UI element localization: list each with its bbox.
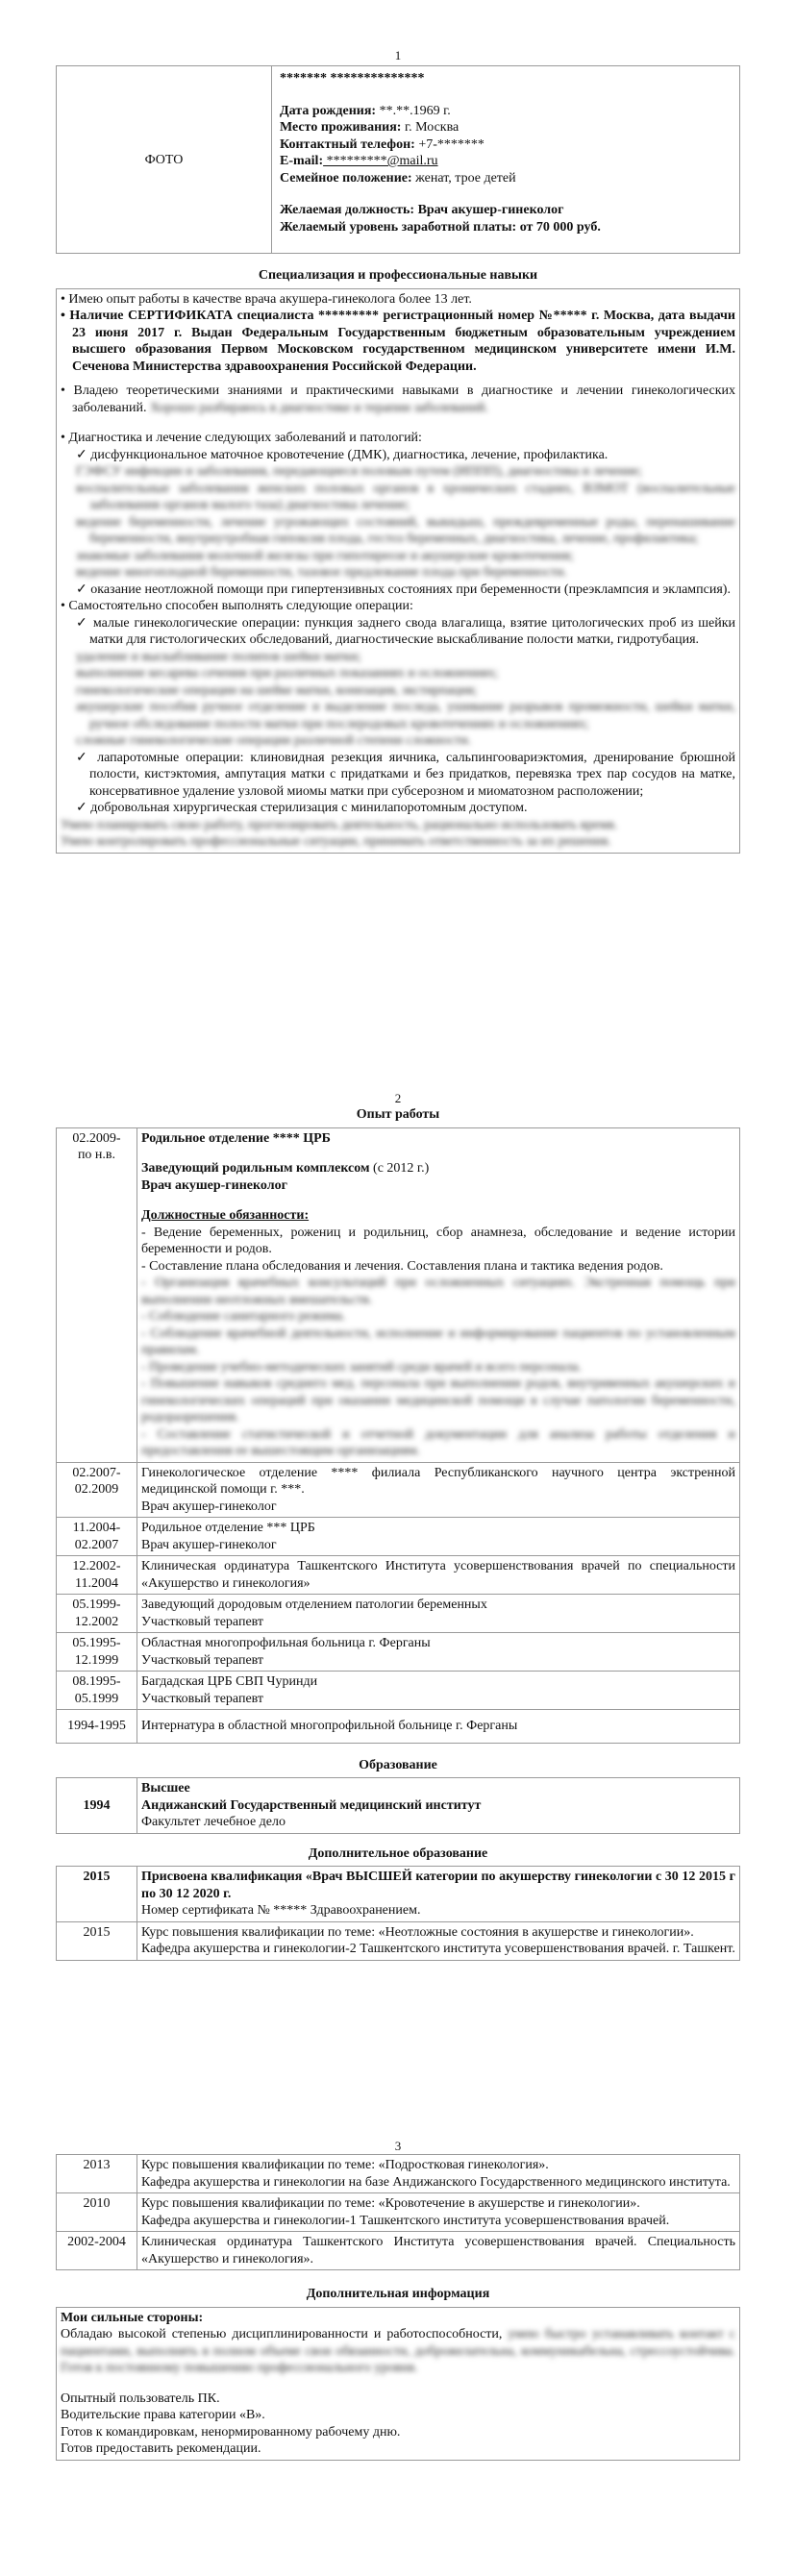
blurred-item: - Соблюдение врачебной деятельности, исполнение и информирование пациентов по установленным правилам. bbox=[141, 1325, 735, 1358]
course-details: Курс повышения квалификации по теме: «Неотложные состояния в акушерстве и гинекологии». Кафедра акушерства и гинекологии-2 Ташкентского института усовершенствования врачей. г. Ташкент. bbox=[137, 1921, 740, 1960]
blurred-item: акушерские пособия ручное отделение и выделение последа, ушивание разрывов промежности, шейки матки, ручное обследование полости матки при послеродовых кровотечениях и осложнениях; bbox=[76, 700, 735, 731]
blurred-item: Умею контролировать профессиональные ситуации, принимать ответственность за их решения. bbox=[61, 834, 611, 850]
section-title-additional-education: Дополнительное образование bbox=[308, 1845, 488, 1861]
check-item: ✓ оказание неотложной помощи при гипертензивных состояниях при беременности (преэклампсия и эклампсия). bbox=[76, 582, 731, 597]
course-year: 2010 bbox=[57, 2193, 137, 2232]
section-title-experience: Опыт работы bbox=[356, 1107, 440, 1123]
job-period: 11.2004- 02.2007 bbox=[57, 1518, 137, 1556]
course-details: Курс повышения квалификации по теме: «Кровотечение в акушерстве и гинекологии». Кафедра акушерства и гинекологии-1 Ташкентского института усовершенствования врачей. bbox=[137, 2193, 740, 2232]
blurred-item: ГЭФСУ инфекции и заболевания, передающиеся половым путем (ИППП), диагностика и лечение; bbox=[76, 464, 642, 480]
info-line: Готов предоставить рекомендации. bbox=[61, 2441, 261, 2457]
education-details: Высшее Андижанский Государственный медицинский институт Факультет лечебное дело bbox=[137, 1778, 740, 1834]
phone: Контактный телефон: +7-******* bbox=[280, 136, 484, 152]
info-line: Опытный пользователь ПК. bbox=[61, 2390, 220, 2406]
course-details: Клиническая ординатура Ташкентского Института усовершенствования врачей. Специальность «Акушерство и гинекология». bbox=[137, 2232, 740, 2270]
blurred-item: - Составление статистической и отчетной документации для анализа работы отделения и предоставления ее вышестоящим организациям. bbox=[141, 1426, 735, 1459]
info-line: Готов к командировкам, ненормированному рабочему дню. bbox=[61, 2424, 401, 2440]
blurred-item: - Проведение учебно-методических занятий среди врачей и всего персонала. bbox=[141, 1359, 582, 1375]
table-row bbox=[57, 1867, 740, 1922]
job-period: 02.2009- по н.в. bbox=[57, 1127, 137, 1462]
page-1 bbox=[56, 48, 740, 854]
course-details: Курс повышения квалификации по теме: «Подростковая гинекология». Кафедра акушерства и гинекологии на базе Андижанского Государственного медицинского института. bbox=[137, 2155, 740, 2193]
section-title-education: Образование bbox=[359, 1757, 437, 1772]
birth-date: Дата рождения: **.**.1969 г. bbox=[280, 103, 451, 118]
job-org: Родильное отделение **** ЦРБ bbox=[141, 1130, 331, 1146]
additional-education-table-cont bbox=[56, 2154, 740, 2270]
header-table bbox=[56, 65, 740, 254]
experience-table bbox=[56, 1127, 740, 1744]
skill-item: • Диагностика и лечение следующих заболеваний и патологий: bbox=[61, 431, 422, 446]
desired-salary: Желаемый уровень заработной платы: от 70 000 руб. bbox=[280, 219, 601, 235]
blurred-item: ведение беременности, лечение угрожающих состояний, выкидыш, преждевременные роды, перенашивание беременности, внутриутробная гипоксия плода, гестоз беременных, диагностика, лечение, профилактика; bbox=[76, 514, 735, 547]
job-period: 05.1999- 12.2002 bbox=[57, 1595, 137, 1633]
personal-info bbox=[272, 66, 740, 254]
table-row bbox=[57, 1710, 740, 1744]
page-number: 1 bbox=[394, 48, 402, 62]
section-title-skills: Специализация и профессиональные навыки bbox=[258, 268, 538, 284]
job-details: Заведующий дородовым отделением патологии беременных Участковый терапевт bbox=[137, 1595, 740, 1633]
job-details: Багдадская ЦРБ СВП Чуринди Участковый терапевт bbox=[137, 1672, 740, 1710]
table-row bbox=[57, 1672, 740, 1710]
skill-item: • Владею теоретическими знаниями и практическими навыками в диагностике и лечении гинекологических заболеваний. Хорошо разбираюсь в диагностике и терапии заболеваний. bbox=[61, 384, 736, 415]
page-number: 2 bbox=[394, 1091, 402, 1105]
check-item: ✓ лапаротомные операции: клиновидная резекция яичника, сальпингоовариэктомия, дренирование брюшной полости, кистэктомия, ампутация матки с придатками и без придатков, перевязка трех пар сосудов на матке, консервативное удаление узловой миомы матки при субсерозном и миоматозном расположении; bbox=[76, 750, 736, 799]
skill-item: • Самостоятельно способен выполнять следующие операции: bbox=[61, 599, 413, 614]
photo-label: ФОТО bbox=[144, 152, 184, 167]
desired-position: Желаемая должность: Врач акушер-гинеколог bbox=[280, 203, 564, 218]
residence: Место проживания: г. Москва bbox=[280, 120, 460, 136]
job-details: Клиническая ординатура Ташкентского Института усовершенствования врачей по специальности «Акушерство и гинекология» bbox=[137, 1556, 740, 1595]
additional-info-box bbox=[56, 2307, 740, 2461]
skill-item: • Имею опыт работы в качестве врача акушера-гинеколога более 13 лет. bbox=[61, 291, 472, 307]
job-period: 08.1995- 05.1999 bbox=[57, 1672, 137, 1710]
blurred-item: ведение многоплодной беременности, тазовое предлежание плода при беременности. bbox=[76, 565, 567, 581]
job-period: 12.2002- 11.2004 bbox=[57, 1556, 137, 1595]
email: E-mail: *********@mail.ru bbox=[280, 154, 438, 169]
job-details: Областная многопрофильная больница г. Ферганы Участковый терапевт bbox=[137, 1633, 740, 1672]
family-status: Семейное положение: женат, трое детей bbox=[280, 170, 516, 186]
job-post: Заведующий родильным комплексом (с 2012 г.) bbox=[141, 1161, 430, 1177]
table-row bbox=[57, 1921, 740, 1960]
table-row bbox=[57, 1127, 740, 1462]
job-details bbox=[137, 1127, 740, 1462]
duty-item: - Ведение беременных, рожениц и родильниц, сбор анамнеза, обследование и ведение истории беременности и родов. bbox=[141, 1225, 735, 1257]
job-details: Родильное отделение *** ЦРБ Врач акушер-гинеколог bbox=[137, 1518, 740, 1556]
duties-title: Должностные обязанности: bbox=[141, 1208, 310, 1224]
table-row bbox=[57, 1595, 740, 1633]
page-2 bbox=[56, 1091, 740, 1961]
job-details: Гинекологическое отделение **** филиала Республиканского научного центра экстренной медицинской помощи г. ***. Врач акушер-гинеколог bbox=[137, 1462, 740, 1518]
photo-placeholder bbox=[57, 66, 272, 254]
candidate-name: ******* ************** bbox=[280, 71, 425, 87]
course-year: 2002-2004 bbox=[57, 2232, 137, 2270]
job-period: 02.2007- 02.2009 bbox=[57, 1462, 137, 1518]
blurred-item: удаление и выскабливание полипов шейки матки; bbox=[76, 649, 361, 664]
blurred-item: выполнение кесарева сечения при различных показаниях и осложнениях; bbox=[76, 666, 499, 681]
blurred-item: Умею планировать свою работу, прогнозировать деятельность, рационально использовать время. bbox=[61, 817, 618, 832]
job-period: 05.1995- 12.1999 bbox=[57, 1633, 137, 1672]
additional-education-table bbox=[56, 1866, 740, 1961]
course-year: 2013 bbox=[57, 2155, 137, 2193]
course-year: 2015 bbox=[57, 1867, 137, 1922]
blurred-item: знакомые заболевания молочной железы при гипотиреозе и акушерские кровотечения; bbox=[76, 548, 574, 563]
education-year: 1994 bbox=[57, 1778, 137, 1834]
page-3 bbox=[56, 2139, 740, 2461]
job-post: Врач акушер-гинеколог bbox=[141, 1177, 287, 1193]
job-details: Интернатура в областной многопрофильной больнице г. Ферганы bbox=[137, 1710, 740, 1744]
blurred-item: - Повышение навыков среднего мед. персонала при выполнении родов, внутривенных акушерских и гинекологических операций при оказании медицинской помощи в случае патологии беременности, родоразрешения. bbox=[141, 1376, 735, 1425]
table-row bbox=[57, 1633, 740, 1672]
blurred-item: гинекологические операции на шейке матки, конизация, экстирпация; bbox=[76, 682, 478, 698]
table-row bbox=[57, 1518, 740, 1556]
education-table bbox=[56, 1777, 740, 1834]
check-item: ✓ малые гинекологические операции: пункция заднего свода влагалища, взятие цитологических проб из шейки матки для гистологических обследований, диагностические выскабливание полости матки, гидротубация. bbox=[76, 615, 735, 648]
table-row bbox=[57, 2155, 740, 2193]
table-row bbox=[57, 2232, 740, 2270]
table-row bbox=[57, 1778, 740, 1834]
blurred-item: сложные гинекологические операции различной степени сложности. bbox=[76, 733, 472, 749]
table-row bbox=[57, 1556, 740, 1595]
info-line: Водительские права категории «В». bbox=[61, 2408, 265, 2423]
section-title-additional-info: Дополнительная информация bbox=[306, 2287, 490, 2302]
certificate-item: • Наличие СЕРТИФИКАТА специалиста ********* регистрационный номер №***** г. Москва, дата выдачи 23 июня 2017 г. Выдан Федеральным Государственным бюджетным образовательным учреждением высшего образования Первом Московском государственном медицинском университете имени И.М. Сеченова Министерства здравоохранения Российской Федерации. bbox=[61, 309, 736, 374]
check-item: ✓ дисфункциональное маточное кровотечение (ДМК), диагностика, лечение, профилактика. bbox=[76, 447, 609, 462]
blurred-item: - Соблюдение санитарного режима. bbox=[141, 1309, 346, 1325]
strengths-title: Мои сильные стороны: bbox=[61, 2310, 204, 2325]
strengths-text: Обладаю высокой степенью дисциплинированности и работоспособности, умею быстро устанавливать контакт с пациентами, выполнять в полном объеме свои обязанности, доброжелательна, коммуникабельна, стрессоустойчива. Готов к постоянному повышению профессионального уровня. bbox=[61, 2327, 735, 2376]
job-period: 1994-1995 bbox=[57, 1710, 137, 1744]
course-details: Присвоена квалификация «Врач ВЫСШЕЙ категории по акушерству гинекологии с 30 12 2015 г по 30 12 2020 г. Номер сертификата № ***** Здравоохранением. bbox=[137, 1867, 740, 1922]
blurred-item: воспалительные заболевания женских половых органов в хронических стадиях, ВЗМОТ (воспалительные заболевания органов малого таза) диагностика лечение; bbox=[76, 481, 735, 513]
table-row bbox=[57, 2193, 740, 2232]
course-year: 2015 bbox=[57, 1921, 137, 1960]
page-number: 3 bbox=[394, 2139, 402, 2153]
table-row bbox=[57, 1462, 740, 1518]
skills-box bbox=[56, 288, 740, 854]
blurred-item: - Организация врачебных консультаций при осложненных ситуациях. Экстренная помощь при выполнении неотложных вмешательств. bbox=[141, 1276, 735, 1307]
check-item: ✓ добровольная хирургическая стерилизация с минилапоротомным доступом. bbox=[76, 801, 528, 816]
duty-item: - Составление плана обследования и лечения. Составления плана и тактика ведения родов. bbox=[141, 1258, 663, 1274]
